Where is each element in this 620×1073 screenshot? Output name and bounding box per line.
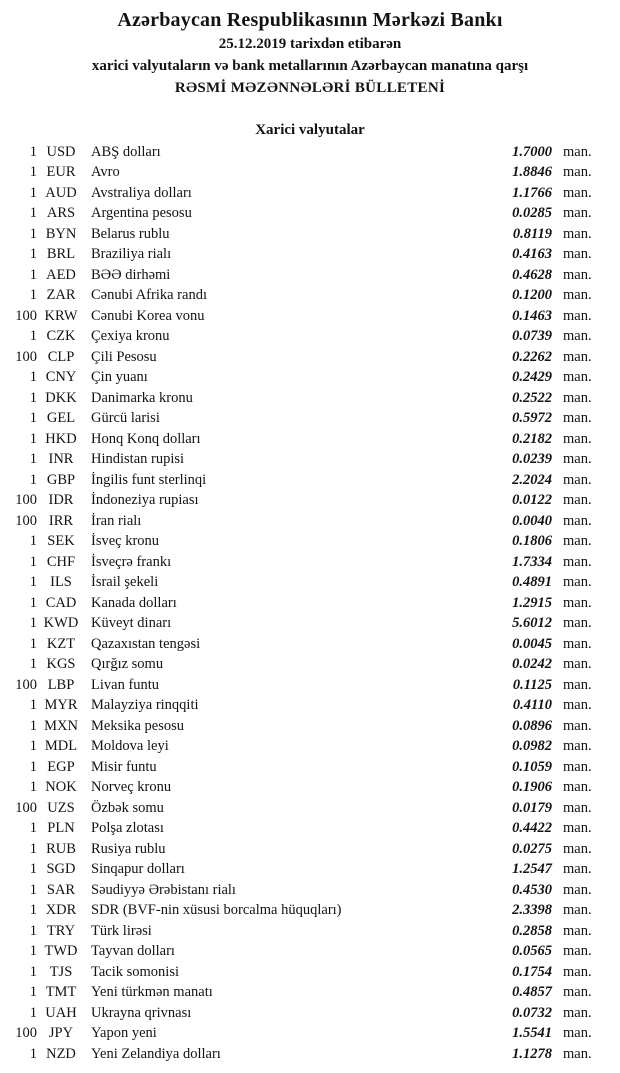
code-cell: XDR xyxy=(45,902,77,919)
rate-cell: 0.8119 xyxy=(512,225,552,242)
name-cell: Polşa zlotası xyxy=(91,820,164,837)
bulletin-header xyxy=(0,0,620,99)
code-cell: NOK xyxy=(45,779,77,796)
name-cell: Türk lirəsi xyxy=(91,922,152,939)
unit-cell: man. xyxy=(563,697,592,714)
rate-cell: 1.2547 xyxy=(512,861,552,878)
table-row xyxy=(0,265,620,286)
code-cell: BYN xyxy=(45,225,77,242)
code-cell: CZK xyxy=(46,328,76,345)
name-cell: Tayvan dolları xyxy=(91,943,175,960)
code-cell: TRY xyxy=(46,922,76,939)
qty-cell: 1 xyxy=(29,287,37,304)
table-row xyxy=(0,778,620,799)
unit-cell: man. xyxy=(563,635,592,652)
rate-cell: 0.0982 xyxy=(512,738,552,755)
qty-cell: 1 xyxy=(29,533,37,550)
code-cell: AUD xyxy=(45,184,77,201)
name-cell: Yeni türkmən manatı xyxy=(91,984,213,1001)
name-cell: Belarus rublu xyxy=(91,225,170,242)
qty-cell: 1 xyxy=(29,1004,37,1021)
rate-cell: 1.7000 xyxy=(512,143,552,160)
qty-cell: 1 xyxy=(29,779,37,796)
table-row xyxy=(0,532,620,553)
name-cell: Səudiyyə Ərəbistanı rialı xyxy=(91,881,236,898)
qty-cell: 1 xyxy=(29,594,37,611)
rate-cell: 0.0242 xyxy=(512,656,552,673)
rate-cell: 0.2262 xyxy=(512,348,552,365)
bank-title: Azərbaycan Respublikasının Mərkəzi Bankı xyxy=(117,9,503,31)
table-row xyxy=(0,819,620,840)
table-row xyxy=(0,450,620,471)
unit-cell: man. xyxy=(563,553,592,570)
table-row xyxy=(0,511,620,532)
code-cell: LBP xyxy=(47,676,75,693)
rate-cell: 0.4163 xyxy=(512,246,552,263)
table-row xyxy=(0,347,620,368)
rates-table xyxy=(0,142,620,1065)
qty-cell: 1 xyxy=(29,758,37,775)
unit-cell: man. xyxy=(563,430,592,447)
unit-cell: man. xyxy=(563,410,592,427)
table-row xyxy=(0,409,620,430)
code-cell: UAH xyxy=(45,1004,77,1021)
name-cell: İngilis funt sterlinqi xyxy=(91,471,207,488)
qty-cell: 1 xyxy=(29,451,37,468)
unit-cell: man. xyxy=(563,164,592,181)
name-cell: İsrail şekeli xyxy=(91,574,159,591)
table-row xyxy=(0,593,620,614)
table-row xyxy=(0,142,620,163)
rate-cell: 0.0045 xyxy=(512,635,552,652)
code-cell: CHF xyxy=(46,553,76,570)
rate-cell: 0.0285 xyxy=(512,205,552,222)
qty-cell: 1 xyxy=(29,861,37,878)
table-row xyxy=(0,655,620,676)
table-row xyxy=(0,286,620,307)
unit-cell: man. xyxy=(563,676,592,693)
qty-cell: 1 xyxy=(29,656,37,673)
code-cell: BRL xyxy=(46,246,76,263)
unit-cell: man. xyxy=(563,594,592,611)
unit-cell: man. xyxy=(563,143,592,160)
rate-cell: 0.4530 xyxy=(512,881,552,898)
rate-cell: 0.1200 xyxy=(512,287,552,304)
name-cell: Avstraliya dolları xyxy=(91,184,192,201)
qty-cell: 1 xyxy=(29,738,37,755)
qty-cell: 1 xyxy=(29,143,37,160)
table-row xyxy=(0,921,620,942)
unit-cell: man. xyxy=(563,963,592,980)
table-row xyxy=(0,327,620,348)
name-cell: Ukrayna qrivnası xyxy=(91,1004,192,1021)
rate-cell: 0.1059 xyxy=(512,758,552,775)
name-cell: Qazaxıstan tengəsi xyxy=(91,635,201,652)
qty-cell: 100 xyxy=(15,307,37,324)
unit-cell: man. xyxy=(563,225,592,242)
rate-cell: 0.0739 xyxy=(512,328,552,345)
unit-cell: man. xyxy=(563,205,592,222)
name-cell: Moldova leyi xyxy=(91,738,169,755)
rate-cell: 1.2915 xyxy=(512,594,552,611)
rate-cell: 0.2429 xyxy=(512,369,552,386)
unit-cell: man. xyxy=(563,533,592,550)
qty-cell: 1 xyxy=(29,328,37,345)
rate-cell: 0.2182 xyxy=(512,430,552,447)
rate-cell: 0.2858 xyxy=(512,922,552,939)
qty-cell: 1 xyxy=(29,615,37,632)
code-cell: IRR xyxy=(48,512,74,529)
unit-cell: man. xyxy=(563,758,592,775)
table-row xyxy=(0,983,620,1004)
bulletin-subtitle: xarici valyutaların və bank metallarının Azərbaycan manatına qarşı xyxy=(91,58,529,74)
unit-cell: man. xyxy=(563,615,592,632)
unit-cell: man. xyxy=(563,328,592,345)
code-cell: KRW xyxy=(44,307,78,324)
name-cell: Gürcü larisi xyxy=(91,410,160,427)
table-row xyxy=(0,368,620,389)
rate-cell: 2.2024 xyxy=(512,471,552,488)
table-row xyxy=(0,1024,620,1045)
code-cell: ILS xyxy=(50,574,72,591)
code-cell: ARS xyxy=(46,205,76,222)
qty-cell: 1 xyxy=(29,963,37,980)
name-cell: Yapon yeni xyxy=(91,1025,157,1042)
unit-cell: man. xyxy=(563,184,592,201)
unit-cell: man. xyxy=(563,1025,592,1042)
unit-cell: man. xyxy=(563,717,592,734)
table-row xyxy=(0,388,620,409)
rate-cell: 0.1806 xyxy=(512,533,552,550)
code-cell: TWD xyxy=(44,943,78,960)
rate-cell: 0.4110 xyxy=(512,697,552,714)
name-cell: Küveyt dinarı xyxy=(91,615,172,632)
table-row xyxy=(0,614,620,635)
table-row xyxy=(0,716,620,737)
effective-date-line: 25.12.2019 tarixdən etibarən xyxy=(218,36,402,52)
bulletin-title: RƏSMİ MƏZƏNNƏLƏRİ BÜLLETENİ xyxy=(174,80,446,96)
code-cell: SGD xyxy=(46,861,76,878)
unit-cell: man. xyxy=(563,1004,592,1021)
name-cell: Yeni Zelandiya dolları xyxy=(91,1045,221,1062)
code-cell: NZD xyxy=(46,1045,76,1062)
table-row xyxy=(0,757,620,778)
name-cell: İsveçrə frankı xyxy=(91,553,172,570)
name-cell: Avro xyxy=(91,164,120,181)
qty-cell: 1 xyxy=(29,225,37,242)
qty-cell: 1 xyxy=(29,717,37,734)
table-row xyxy=(0,798,620,819)
table-row xyxy=(0,183,620,204)
unit-cell: man. xyxy=(563,1045,592,1062)
name-cell: Malayziya rinqqiti xyxy=(91,697,199,714)
code-cell: JPY xyxy=(48,1025,74,1042)
qty-cell: 1 xyxy=(29,246,37,263)
unit-cell: man. xyxy=(563,287,592,304)
qty-cell: 1 xyxy=(29,389,37,406)
rate-cell: 1.5541 xyxy=(512,1025,552,1042)
name-cell: İsveç kronu xyxy=(91,533,160,550)
unit-cell: man. xyxy=(563,389,592,406)
code-cell: USD xyxy=(46,143,76,160)
table-row xyxy=(0,204,620,225)
rate-cell: 0.5972 xyxy=(512,410,552,427)
table-row xyxy=(0,1044,620,1065)
name-cell: Norveç kronu xyxy=(91,779,172,796)
code-cell: CLP xyxy=(47,348,75,365)
table-row xyxy=(0,737,620,758)
name-cell: Argentina pesosu xyxy=(91,205,192,222)
name-cell: Danimarka kronu xyxy=(91,389,193,406)
name-cell: Braziliya rialı xyxy=(91,246,172,263)
code-cell: GEL xyxy=(46,410,76,427)
section-title-foreign-currencies: Xarici valyutalar xyxy=(255,122,365,138)
table-row xyxy=(0,470,620,491)
rate-cell: 0.4422 xyxy=(512,820,552,837)
qty-cell: 1 xyxy=(29,471,37,488)
rate-cell: 0.0179 xyxy=(512,799,552,816)
name-cell: Özbək somu xyxy=(91,799,164,816)
unit-cell: man. xyxy=(563,369,592,386)
table-row xyxy=(0,224,620,245)
code-cell: MDL xyxy=(44,738,78,755)
unit-cell: man. xyxy=(563,799,592,816)
rate-cell: 0.1125 xyxy=(512,676,552,693)
name-cell: Sinqapur dolları xyxy=(91,861,185,878)
code-cell: EGP xyxy=(47,758,75,775)
code-cell: SEK xyxy=(47,533,75,550)
name-cell: Misir funtu xyxy=(91,758,157,775)
qty-cell: 1 xyxy=(29,184,37,201)
name-cell: Çin yuanı xyxy=(91,369,148,386)
qty-cell: 1 xyxy=(29,697,37,714)
code-cell: UZS xyxy=(47,799,75,816)
code-cell: KGS xyxy=(46,656,76,673)
qty-cell: 1 xyxy=(29,635,37,652)
unit-cell: man. xyxy=(563,902,592,919)
unit-cell: man. xyxy=(563,656,592,673)
qty-cell: 100 xyxy=(15,1025,37,1042)
rate-cell: 0.0239 xyxy=(512,451,552,468)
rate-cell: 0.0040 xyxy=(512,512,552,529)
table-row xyxy=(0,491,620,512)
unit-cell: man. xyxy=(563,861,592,878)
table-row xyxy=(0,675,620,696)
unit-cell: man. xyxy=(563,451,592,468)
rate-cell: 0.4891 xyxy=(512,574,552,591)
qty-cell: 1 xyxy=(29,205,37,222)
code-cell: CAD xyxy=(45,594,77,611)
unit-cell: man. xyxy=(563,881,592,898)
qty-cell: 1 xyxy=(29,902,37,919)
table-row xyxy=(0,696,620,717)
rate-cell: 0.0732 xyxy=(512,1004,552,1021)
code-cell: MXN xyxy=(44,717,78,734)
name-cell: İndoneziya rupiası xyxy=(91,492,199,509)
qty-cell: 100 xyxy=(15,676,37,693)
qty-cell: 1 xyxy=(29,984,37,1001)
qty-cell: 1 xyxy=(29,574,37,591)
unit-cell: man. xyxy=(563,943,592,960)
qty-cell: 1 xyxy=(29,553,37,570)
unit-cell: man. xyxy=(563,840,592,857)
rate-cell: 0.1463 xyxy=(512,307,552,324)
unit-cell: man. xyxy=(563,574,592,591)
unit-cell: man. xyxy=(563,779,592,796)
rate-cell: 0.0896 xyxy=(512,717,552,734)
table-row xyxy=(0,573,620,594)
unit-cell: man. xyxy=(563,738,592,755)
unit-cell: man. xyxy=(563,246,592,263)
qty-cell: 1 xyxy=(29,820,37,837)
code-cell: EUR xyxy=(46,164,76,181)
name-cell: Meksika pesosu xyxy=(91,717,185,734)
name-cell: Qırğız somu xyxy=(91,656,164,673)
table-row xyxy=(0,860,620,881)
code-cell: AED xyxy=(46,266,76,283)
table-row xyxy=(0,429,620,450)
table-row xyxy=(0,962,620,983)
table-row xyxy=(0,942,620,963)
rate-cell: 0.1754 xyxy=(512,963,552,980)
name-cell: Cənubi Korea vonu xyxy=(91,307,205,324)
code-cell: DKK xyxy=(45,389,77,406)
name-cell: Kanada dolları xyxy=(91,594,177,611)
code-cell: MYR xyxy=(44,697,78,714)
code-cell: RUB xyxy=(46,840,76,857)
name-cell: SDR (BVF-nin xüsusi borcalma hüquqları) xyxy=(91,902,342,919)
qty-cell: 1 xyxy=(29,430,37,447)
rate-cell: 0.4628 xyxy=(512,266,552,283)
name-cell: Çexiya kronu xyxy=(91,328,170,345)
qty-cell: 1 xyxy=(29,369,37,386)
code-cell: HKD xyxy=(45,430,77,447)
name-cell: Tacik somonisi xyxy=(91,963,179,980)
qty-cell: 1 xyxy=(29,1045,37,1062)
name-cell: Çili Pesosu xyxy=(91,348,157,365)
rate-cell: 0.4857 xyxy=(512,984,552,1001)
name-cell: Rusiya rublu xyxy=(91,840,166,857)
name-cell: Hindistan rupisi xyxy=(91,451,185,468)
table-row xyxy=(0,634,620,655)
qty-cell: 100 xyxy=(15,799,37,816)
rate-cell: 0.0122 xyxy=(512,492,552,509)
code-cell: IDR xyxy=(48,492,74,509)
unit-cell: man. xyxy=(563,471,592,488)
table-row xyxy=(0,163,620,184)
code-cell: PLN xyxy=(47,820,75,837)
qty-cell: 1 xyxy=(29,266,37,283)
rate-cell: 1.1278 xyxy=(512,1045,552,1062)
qty-cell: 100 xyxy=(15,348,37,365)
code-cell: KWD xyxy=(43,615,79,632)
rate-cell: 1.1766 xyxy=(512,184,552,201)
rate-cell: 0.0275 xyxy=(512,840,552,857)
code-cell: TMT xyxy=(45,984,77,1001)
name-cell: Livan funtu xyxy=(91,676,160,693)
qty-cell: 1 xyxy=(29,881,37,898)
qty-cell: 100 xyxy=(15,512,37,529)
rate-cell: 5.6012 xyxy=(512,615,552,632)
table-row xyxy=(0,839,620,860)
rate-cell: 0.0565 xyxy=(512,943,552,960)
code-cell: GBP xyxy=(46,471,76,488)
unit-cell: man. xyxy=(563,922,592,939)
name-cell: İran rialı xyxy=(91,512,142,529)
unit-cell: man. xyxy=(563,820,592,837)
rate-cell: 2.3398 xyxy=(512,902,552,919)
rate-cell: 1.7334 xyxy=(512,553,552,570)
name-cell: ABŞ dolları xyxy=(91,143,161,160)
qty-cell: 1 xyxy=(29,840,37,857)
unit-cell: man. xyxy=(563,266,592,283)
unit-cell: man. xyxy=(563,512,592,529)
qty-cell: 1 xyxy=(29,943,37,960)
name-cell: Honq Konq dolları xyxy=(91,430,201,447)
code-cell: KZT xyxy=(46,635,76,652)
table-row xyxy=(0,901,620,922)
table-row xyxy=(0,880,620,901)
unit-cell: man. xyxy=(563,984,592,1001)
rate-cell: 1.8846 xyxy=(512,164,552,181)
rate-cell: 0.1906 xyxy=(512,779,552,796)
qty-cell: 100 xyxy=(15,492,37,509)
table-row xyxy=(0,1003,620,1024)
name-cell: Cənubi Afrika randı xyxy=(91,287,207,304)
name-cell: BƏƏ dirhəmi xyxy=(91,266,171,283)
table-row xyxy=(0,306,620,327)
table-row xyxy=(0,552,620,573)
qty-cell: 1 xyxy=(29,164,37,181)
qty-cell: 1 xyxy=(29,410,37,427)
unit-cell: man. xyxy=(563,348,592,365)
unit-cell: man. xyxy=(563,307,592,324)
code-cell: SAR xyxy=(46,881,76,898)
code-cell: INR xyxy=(48,451,74,468)
unit-cell: man. xyxy=(563,492,592,509)
table-row xyxy=(0,245,620,266)
code-cell: CNY xyxy=(45,369,77,386)
code-cell: TJS xyxy=(49,963,73,980)
code-cell: ZAR xyxy=(46,287,76,304)
rate-cell: 0.2522 xyxy=(512,389,552,406)
qty-cell: 1 xyxy=(29,922,37,939)
